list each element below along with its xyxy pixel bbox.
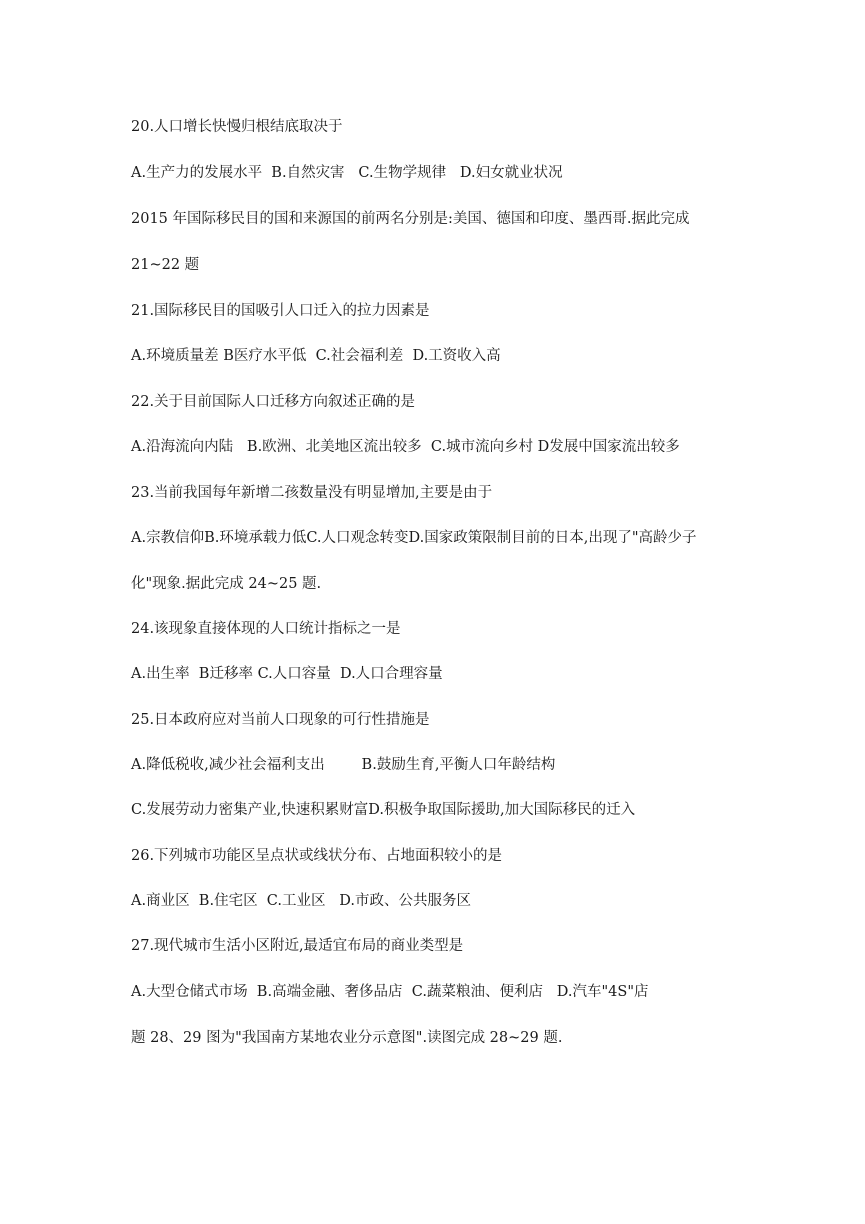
question-25-options-cd: C.发展劳动力密集产业,快速积累财富D.积极争取国际援助,加大国际移民的迁入	[131, 802, 636, 818]
question-26-options: A.商业区 B.住宅区 C.工业区 D.市政、公共服务区	[131, 893, 472, 909]
question-25-stem: 25.日本政府应对当前人口现象的可行性措施是	[131, 712, 430, 728]
question-23-stem: 23.当前我国每年新增二孩数量没有明显增加,主要是由于	[131, 485, 493, 501]
material-intro-28-29: 题 28、29 图为"我国南方某地农业分示意图".读图完成 28~29 题.	[131, 1030, 563, 1046]
question-24-options: A.出生率 B迁移率 C.人口容量 D.人口合理容量	[131, 666, 443, 682]
question-21-stem: 21.国际移民目的国吸引人口迁入的拉力因素是	[131, 303, 430, 319]
question-22-stem: 22.关于目前国际人口迁移方向叙述正确的是	[131, 394, 416, 410]
question-23-options: A.宗教信仰B.环境承载力低C.人口观念转变D.国家政策限制目前的日本,出现了"高龄少子	[131, 530, 697, 546]
material-intro-line-2: 21~22 题	[131, 257, 200, 273]
question-22-options: A.沿海流向内陆 B.欧洲、北美地区流出较多 C.城市流向乡村 D发展中国家流出较多	[131, 439, 680, 455]
question-20-options: A.生产力的发展水平 B.自然灾害 C.生物学规律 D.妇女就业状况	[131, 165, 563, 181]
question-27-options: A.大型仓储式市场 B.高端金融、奢侈品店 C.蔬菜粮油、便利店 D.汽车"4S"店	[131, 984, 649, 1000]
material-intro-24-25: 化"现象.据此完成 24~25 题.	[131, 576, 322, 592]
question-27-stem: 27.现代城市生活小区附近,最适宜布局的商业类型是	[131, 938, 464, 954]
question-25-options-ab: A.降低税收,减少社会福利支出 B.鼓励生育,平衡人口年龄结构	[131, 757, 556, 773]
question-26-stem: 26.下列城市功能区呈点状或线状分布、占地面积较小的是	[131, 848, 503, 864]
material-intro-line-1: 2015 年国际移民目的国和来源国的前两名分别是:美国、德国和印度、墨西哥.据此完成	[131, 211, 690, 227]
question-24-stem: 24.该现象直接体现的人口统计指标之一是	[131, 621, 401, 637]
question-21-options: A.环境质量差 B医疗水平低 C.社会福利差 D.工资收入高	[131, 348, 501, 364]
question-20-stem: 20.人口增长快慢归根结底取决于	[131, 119, 343, 135]
